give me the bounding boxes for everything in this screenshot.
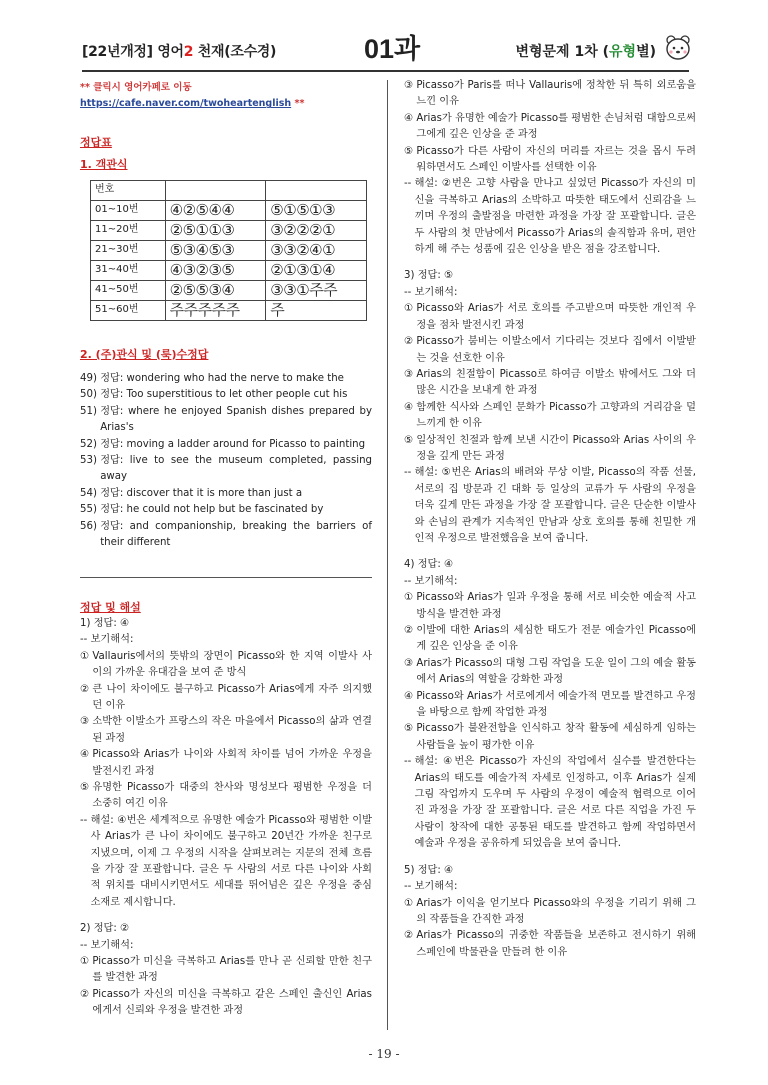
subjective-answer: 50) 정답: Too superstitious to let other people cut his [80, 389, 348, 401]
option-item: ③ 소박한 이발소가 프랑스의 작은 마을에서 Picasso의 삶과 연결된 과정 [80, 716, 372, 744]
q1-answer: 1) 정답: ④ [80, 617, 130, 629]
page-header [82, 30, 692, 70]
subjective-answer: 54) 정답: discover that it is more than just a [80, 487, 303, 499]
answers-cell: ③③②④① [266, 240, 367, 260]
table-header: 번호 [91, 180, 166, 200]
course-publisher: 천재(조수경) [193, 44, 277, 60]
lesson-title: 01과 [364, 34, 421, 64]
option-item: ③ Picasso가 Paris를 떠나 Vallauris에 정착한 뒤 특히 외로움을 느낀 이유 [404, 80, 696, 108]
option-item: ② 큰 나이 차이에도 불구하고 Picasso가 Arias에게 자주 의지했던 이유 [80, 683, 372, 711]
cafe-link-prefix: ** 클릭시 영어카페로 이동 [80, 82, 192, 93]
table-header-row [91, 180, 367, 200]
option-item: ② Picasso가 붐비는 이발소에서 기다리는 것보다 집에서 이발받는 것을 선호한 이유 [404, 336, 696, 364]
table-row [91, 300, 367, 320]
answers-cell: ⑤①⑤①③ [266, 200, 367, 220]
option-item: ⑤ Picasso가 불완전함을 인식하고 창작 활동에 세심하게 임하는 사람들을 높이 평가한 이유 [404, 723, 696, 751]
cafe-link-url[interactable]: https://cafe.naver.com/twoheartenglish [80, 98, 292, 110]
course-number: 2 [183, 44, 194, 60]
option-item: ① Picasso가 미신을 극복하고 Arias를 만나 곧 신뢰할 만한 친구를 발견한 과정 [80, 956, 372, 984]
range-cell: 11~20번 [91, 220, 166, 240]
cafe-link[interactable] [80, 80, 372, 113]
table-row [91, 220, 367, 240]
q2-options-label: -- 보기해석: [80, 939, 134, 951]
table-row [91, 260, 367, 280]
range-cell: 41~50번 [91, 280, 166, 300]
objective-title: 1. 객관식 [80, 158, 128, 172]
explanations-title: 정답 및 해설 [80, 600, 141, 614]
range-cell: 21~30번 [91, 240, 166, 260]
answers-cell: ②①③①④ [266, 260, 367, 280]
option-item: ① Picasso와 Arias가 서로 호의를 주고받으며 따뜻한 개인적 우정을 점차 발전시킨 과정 [404, 303, 696, 331]
option-item: ③ Arias의 친절함이 Picasso로 하여금 이발소 밖에서도 그와 더 많은 시간을 보내게 한 과정 [404, 368, 696, 397]
subjective-answer: 55) 정답: he could not help but be fascinated by [80, 504, 324, 516]
option-item: ② Picasso가 자신의 미신을 극복하고 같은 스페인 출신인 Arias에게서 신뢰와 우정을 발견한 과정 [80, 988, 372, 1017]
q5-answer: 5) 정답: ④ [404, 864, 454, 876]
answer-table [90, 180, 367, 321]
answers-cell: ②⑤①①③ [165, 220, 266, 240]
q5-options-label: -- 보기해석: [404, 881, 458, 893]
q3-options-label: -- 보기해석: [404, 286, 458, 298]
answer-key-title: 정답표 [80, 135, 112, 149]
worksheet-type [515, 44, 656, 60]
table-row [91, 200, 367, 220]
subjective-answer: 49) 정답: wondering who had the nerve to make the [80, 373, 344, 385]
option-item: ③ Arias가 Picasso의 대형 그림 작업을 도운 일이 그의 예술 활동에서 Arias의 역할을 강화한 과정 [404, 657, 696, 686]
option-item: ① Picasso와 Arias가 일과 우정을 통해 서로 비슷한 예술적 사고방식을 발견한 과정 [404, 592, 696, 620]
q4-options-label: -- 보기해석: [404, 575, 458, 587]
subjective-answer: 52) 정답: moving a ladder around for Picasso to painting [80, 438, 366, 450]
range-cell: 51~60번 [91, 300, 166, 320]
subjective-answer: 51) 정답: where he enjoyed Spanish dishes prepared by Arias's [80, 405, 372, 434]
range-cell: 31~40번 [91, 260, 166, 280]
column-divider [387, 80, 388, 1030]
option-item: ④ Picasso와 Arias가 서로에게서 예술가적 면모를 발견하고 우정을 바탕으로 함께 작업한 과정 [404, 690, 696, 719]
q4-answer: 4) 정답: ④ [404, 559, 454, 571]
subjective-answer: 56) 정답: and companionship, breaking the barriers of their different [80, 520, 372, 549]
answers-cell: ④②⑤④④ [165, 200, 266, 220]
worksheet-type-a: 변형문제 1차 ( [515, 44, 609, 60]
option-item: ② 이발에 대한 Arias의 세심한 태도가 전문 예술가인 Picasso에게 깊은 인상을 준 이유 [404, 625, 696, 653]
explanation-comment: -- 해설: ②번은 고향 사람을 만나고 싶었던 Picasso가 자신의 미신을 극복하고 Arias의 소박하고 따뜻한 태도에서 신뢰감을 느끼며 우정의 출발점을 마련한 과정을 가장 잘 포괄합니다. 글은 두 사람의 첫 만남에서 Picasso가 Arias의 솔직함과 유머, 편안하게 해 주는 성품에 깊은 인상을 받은 점을 강조합니다. [404, 178, 696, 256]
q3-answer: 3) 정답: ⑤ [404, 270, 454, 282]
option-item: ④ 함께한 식사와 스페인 문화가 Picasso가 고향과의 거리감을 덜 느끼게 한 이유 [404, 401, 696, 430]
page-number: - 19 - [368, 1047, 400, 1061]
option-item: ⑤ Picasso가 다른 사람이 자신의 머리를 자르는 것을 몹시 두려워하면서도 스페인 이발사를 선택한 이유 [404, 145, 696, 174]
subjective-answer: 53) 정답: live to see the museum completed, passing away [80, 455, 372, 483]
left-column [80, 78, 372, 1020]
range-cell: 01~10번 [91, 200, 166, 220]
explanation-comment: -- 해설: ④번은 세계적으로 유명한 예술가 Picasso와 평범한 이발사 Arias가 큰 나이 차이에도 불구하고 20년간 가까운 친구로 지냈으며, 이제 그 우정의 시작을 살펴보려는 지문의 전체 흐름을 가장 잘 포괄합니다. 글은 두 사람의 서로 다른 나이와 사회적 위치를 대비시키면서도 세대를 뛰어넘은 깊은 우정을 중심 소재로 제시합니다. [80, 814, 372, 908]
table-row [91, 280, 367, 300]
answers-cell: ②⑤⑤③④ [165, 280, 266, 300]
option-item: ② Arias가 Picasso의 귀중한 작품들을 보존하고 전시하기 위해 스페인에 박물관을 만들려 한 이유 [404, 930, 696, 958]
worksheet-type-b: 유형 [609, 44, 637, 60]
course-title [82, 44, 276, 60]
answers-cell: ⑤③④⑤③ [165, 240, 266, 260]
answers-cell: ③③①주주 [266, 280, 367, 300]
q1-options-label: -- 보기해석: [80, 634, 134, 646]
subjective-title: 2. (주)관식 및 (룩)수정답 [80, 347, 209, 361]
right-column [404, 78, 696, 961]
option-item: ④ Picasso와 Arias가 나이와 사회적 차이를 넘어 가까운 우정을 발전시킨 과정 [80, 749, 372, 777]
bear-mascot-icon [663, 33, 693, 63]
explanation-comment: -- 해설: ⑤번은 Arias의 배려와 무상 이발, Picasso의 작품 선물, 서로의 집 방문과 긴 대화 등 일상의 교류가 두 사람의 우정을 더욱 깊게 만든 과정을 가장 잘 포괄합니다. 글은 단순한 이발사와 손님의 관계가 지속적인 만남과 상호 호의를 통해 친밀한 개인적 우정으로 발전했음을 보여 줍니다. [404, 467, 696, 544]
explanation-comment: -- 해설: ④번은 Picasso가 자신의 작업에서 실수를 발견한다는 Arias의 태도를 예술가적 자세로 인정하고, 이후 Arias가 실제 그림 작업까지 도우며 두 사람의 우정이 예술적 협력으로 이어진 과정을 가장 잘 포괄합니다. 글은 서로 다른 직업을 가진 두 사람이 창작에 대한 공통된 태도를 발견하고 함께 작업하면서 예술과 우정을 공유하게 되었음을 보여 줍니다. [404, 756, 696, 850]
option-item: ① Vallauris에서의 뜻밖의 장면이 Picasso와 한 지역 이발사 사이의 가까운 유대감을 보여 준 방식 [80, 650, 372, 679]
answers-cell: ④③②③⑤ [165, 260, 266, 280]
table-row [91, 240, 367, 260]
answers-cell: 주 [266, 300, 367, 320]
answers-cell: 주주주주주 [165, 300, 266, 320]
worksheet-type-c: 별) [636, 44, 656, 60]
cafe-link-suffix: ** [291, 98, 305, 110]
q2-answer: 2) 정답: ② [80, 923, 130, 935]
header-rule [82, 70, 689, 72]
option-item: ⑤ 일상적인 친절과 함께 보낸 시간이 Picasso와 Arias 사이의 우정을 깊게 만든 과정 [404, 434, 696, 462]
option-item: ⑤ 유명한 Picasso가 대중의 찬사와 명성보다 평범한 우정을 더 소중히 여긴 이유 [80, 781, 372, 810]
answers-cell: ③②②②① [266, 220, 367, 240]
option-item: ① Arias가 이익을 얻기보다 Picasso와의 우정을 기리기 위해 그의 작품들을 간직한 과정 [404, 897, 696, 925]
option-item: ④ Arias가 유명한 예술가 Picasso를 평범한 손님처럼 대함으로써 그에게 깊은 인상을 준 과정 [404, 112, 696, 141]
course-title-text: [22년개정] 영어 [82, 44, 184, 60]
